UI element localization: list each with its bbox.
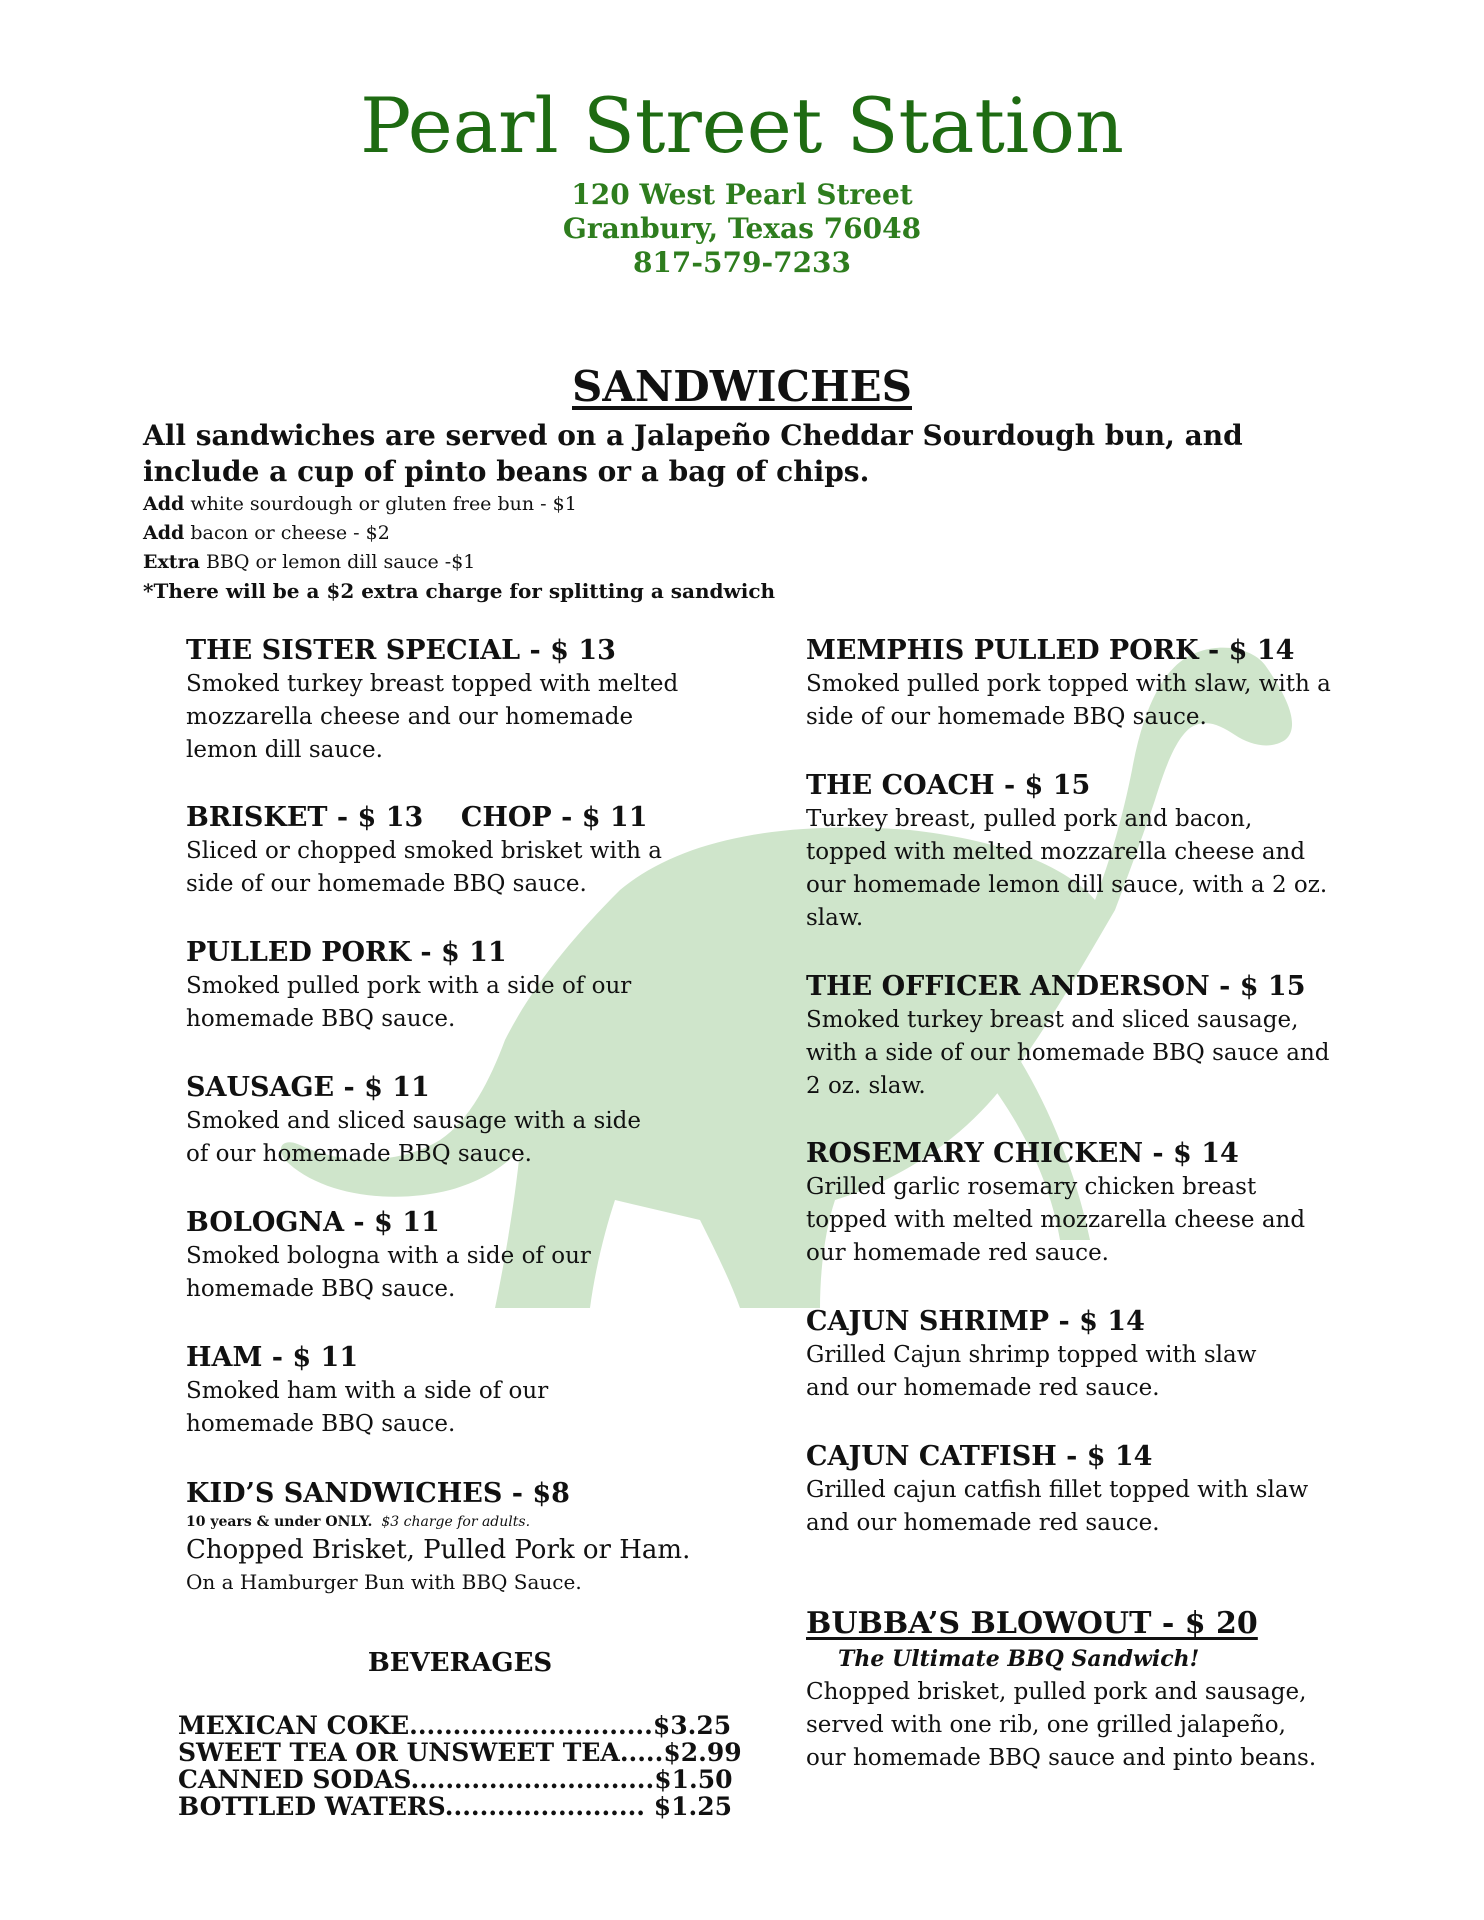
menu-item — [806, 769, 1336, 935]
item-description: Smoked pulled pork topped with slaw, with a side of our homemade BBQ sauce. — [806, 671, 1331, 730]
option-line: Extra BBQ or lemon dill sauce -$1 — [143, 551, 476, 573]
menu-item — [806, 1440, 1336, 1540]
item-description: Smoked turkey breast and sliced sausage, with a side of our homemade BBQ sauce and 2 oz. slaw. — [806, 1007, 1330, 1099]
item-name: BRISKET - $ 13 CHOP - $ 11 — [186, 802, 648, 833]
beverage-row: CANNED SODAS............................$1.50 — [178, 1765, 733, 1794]
option-line: Add bacon or cheese - $2 — [143, 522, 390, 544]
beverage-row: MEXICAN COKE............................$3.25 — [178, 1711, 732, 1740]
item-description: Grilled garlic rosemary chicken breast topped with melted mozzarella cheese and our homemade red sauce. — [806, 1174, 1306, 1266]
beverages-list — [178, 1711, 742, 1821]
restaurant-name: Pearl Street Station — [360, 81, 1124, 170]
menu-item — [806, 1305, 1296, 1405]
sandwich-intro — [143, 418, 1363, 606]
item-name: BUBBA’S BLOWOUT - $ 20 — [806, 1606, 1258, 1641]
address-street: 120 West Pearl Street — [571, 178, 913, 211]
item-description: Smoked bologna with a side of our homemade BBQ sauce. — [186, 1243, 591, 1302]
menu-item — [186, 634, 686, 767]
item-description: Grilled cajun catfish fillet topped with slaw and our homemade red sauce. — [806, 1477, 1309, 1536]
menu-item — [186, 1071, 666, 1171]
item-name: THE SISTER SPECIAL - $ 13 — [186, 635, 616, 666]
beverages-title: BEVERAGES — [367, 1648, 553, 1678]
item-name: MEMPHIS PULLED PORK - $ 14 — [806, 635, 1295, 666]
menu-item — [806, 1137, 1336, 1270]
item-tagline: The Ultimate BBQ Sandwich! — [838, 1646, 1200, 1672]
item-description: Grilled Cajun shrimp topped with slaw and our homemade red sauce. — [806, 1342, 1257, 1401]
phone-number: 817-579-7233 — [632, 246, 852, 279]
item-description: Smoked and sliced sausage with a side of our homemade BBQ sauce. — [186, 1108, 642, 1167]
menu-item — [186, 1341, 646, 1441]
beverage-row: SWEET TEA OR UNSWEET TEA.....$2.99 — [178, 1738, 742, 1767]
item-name: SAUSAGE - $ 11 — [186, 1072, 430, 1103]
bubbas-blowout — [806, 1606, 1326, 1775]
menu-item — [186, 936, 666, 1036]
menu-item — [186, 801, 686, 901]
kids-choices: Chopped Brisket, Pulled Pork or Ham. — [186, 1535, 691, 1565]
kids-age-note: 10 years & under ONLY. $3 charge for adults. — [186, 1514, 531, 1530]
address-city: Granbury, Texas 76048 — [562, 212, 922, 245]
section-title: SANDWICHES — [572, 362, 912, 411]
item-name: HAM - $ 11 — [186, 1342, 359, 1373]
item-name: PULLED PORK - $ 11 — [186, 937, 507, 968]
option-line: Add white sourdough or gluten free bun - $1 — [143, 493, 577, 515]
item-name: CAJUN CATFISH - $ 14 — [806, 1441, 1153, 1472]
item-name: ROSEMARY CHICKEN - $ 14 — [806, 1138, 1239, 1169]
item-description: Chopped brisket, pulled pork and sausage, served with one rib, one grilled jalapeño, our homemade BBQ sauce and pinto beans. — [806, 1679, 1317, 1771]
item-name: THE OFFICER ANDERSON - $ 15 — [806, 971, 1306, 1002]
item-description: Turkey breast, pulled pork and bacon, topped with melted mozzarella cheese and our homemade lemon dill sauce, with a 2 oz. slaw. — [806, 806, 1328, 931]
split-charge-note: *There will be a $2 extra charge for splitting a sandwich — [143, 579, 776, 603]
menu-item — [806, 634, 1336, 734]
kids-bun: On a Hamburger Bun with BBQ Sauce. — [186, 1570, 582, 1594]
item-description: Smoked turkey breast topped with melted mozzarella cheese and our homemade lemon dill sauce. — [186, 671, 679, 763]
bun-description: All sandwiches are served on a Jalapeño Cheddar Sourdough bun, and include a cup of pinto beans or a bag of chips. — [143, 419, 1243, 488]
menu-item — [186, 1206, 646, 1306]
item-name: KID’S SANDWICHES - $8 — [186, 1478, 570, 1509]
beverage-row: BOTTLED WATERS....................... $1.25 — [178, 1792, 732, 1821]
menu-item — [806, 970, 1336, 1103]
item-description: Sliced or chopped smoked brisket with a side of our homemade BBQ sauce. — [186, 838, 662, 897]
item-name: CAJUN SHRIMP - $ 14 — [806, 1306, 1145, 1337]
item-name: THE COACH - $ 15 — [806, 770, 1091, 801]
kids-sandwiches — [186, 1477, 706, 1597]
item-description: Smoked pulled pork with a side of our homemade BBQ sauce. — [186, 973, 632, 1032]
item-description: Smoked ham with a side of our homemade BBQ sauce. — [186, 1378, 549, 1437]
item-name: BOLOGNA - $ 11 — [186, 1207, 440, 1238]
